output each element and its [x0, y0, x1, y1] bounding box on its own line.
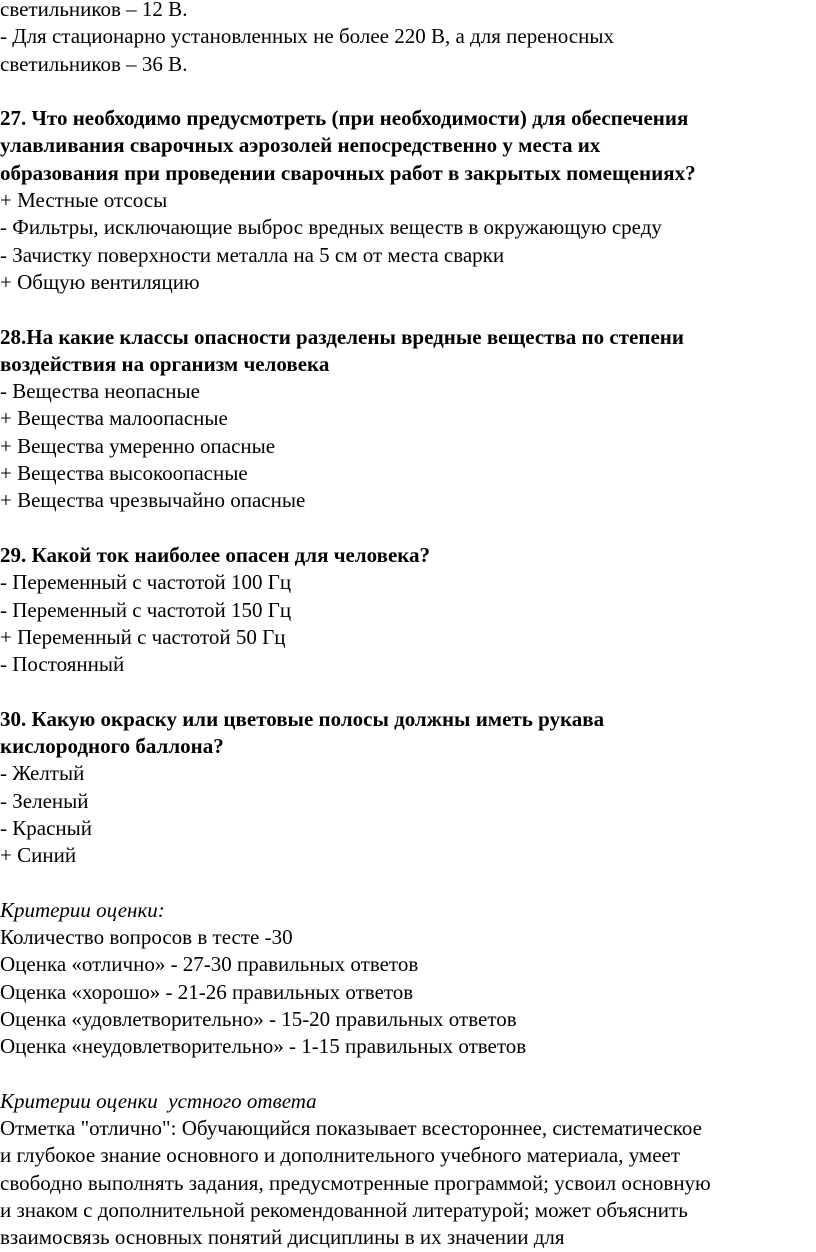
intro-line: светильников – 36 В. [0, 51, 188, 76]
criteria-line: Количество вопросов в тесте -30 [0, 925, 293, 950]
question-29 [0, 542, 812, 678]
answer-option: + Переменный с частотой 50 Гц [0, 624, 286, 649]
question-30 [0, 706, 812, 870]
test-criteria [0, 897, 812, 1061]
oral-criteria-line: и глубокое знание основного и дополнительного учебного материала, умеет [0, 1143, 681, 1168]
question-title: воздействия на организм человека [0, 351, 330, 376]
answer-option: - Переменный с частотой 100 Гц [0, 570, 292, 595]
answer-option: + Общую вентиляцию [0, 269, 200, 294]
intro-line: - Для стационарно установленных не более 220 В, а для переносных [0, 24, 614, 49]
question-27 [0, 105, 812, 296]
intro-line: светильников – 12 В. [0, 0, 188, 21]
answer-option: + Вещества умеренно опасные [0, 433, 276, 458]
answer-option: + Вещества чрезвычайно опасные [0, 488, 306, 513]
answer-option: - Переменный с частотой 150 Гц [0, 597, 292, 622]
answer-option: - Зачистку поверхности металла на 5 см от места сварки [0, 242, 505, 267]
question-title: 28.На какие классы опасности разделены вредные вещества по степени [0, 324, 684, 349]
oral-criteria-line: Отметка "отлично": Обучающийся показывает всестороннее, систематическое [0, 1116, 702, 1141]
question-title: кислородного баллона? [0, 734, 224, 759]
oral-criteria-line: взаимосвязь основных понятий дисциплины в их значении для [0, 1225, 565, 1250]
question-title: 27. Что необходимо предусмотреть (при необходимости) для обеспечения [0, 106, 689, 131]
answer-option: - Постоянный [0, 652, 125, 677]
answer-option: - Желтый [0, 761, 85, 786]
answer-option: - Зеленый [0, 788, 89, 813]
question-title: улавливания сварочных аэрозолей непосредственно у места их [0, 133, 601, 158]
oral-criteria-line: и знаком с дополнительной рекомендованной литературой; может объяснить [0, 1198, 688, 1223]
question-title: 30. Какую окраску или цветовые полосы должны иметь рукава [0, 706, 605, 731]
answer-option: - Фильтры, исключающие выброс вредных веществ в окружающую среду [0, 215, 662, 240]
answer-option: - Вещества неопасные [0, 379, 200, 404]
oral-criteria-heading: Критерии оценки устного ответа [0, 1088, 317, 1113]
answer-option: + Вещества высокоопасные [0, 461, 248, 486]
answer-option: + Синий [0, 843, 77, 868]
criteria-line: Оценка «отлично» - 27-30 правильных ответов [0, 952, 419, 977]
answer-option: + Вещества малоопасные [0, 406, 228, 431]
oral-criteria [0, 1088, 812, 1252]
paragraph-gap [0, 870, 812, 897]
answer-option: - Красный [0, 815, 92, 840]
paragraph-gap [0, 296, 812, 323]
paragraph-gap [0, 1061, 812, 1088]
paragraph-gap [0, 515, 812, 542]
intro-block [0, 0, 812, 78]
criteria-line: Оценка «удовлетворительно» - 15-20 правильных ответов [0, 1006, 517, 1031]
answer-option: + Местные отсосы [0, 188, 168, 213]
question-28 [0, 324, 812, 515]
criteria-line: Оценка «неудовлетворительно» - 1-15 правильных ответов [0, 1034, 527, 1059]
criteria-heading: Критерии оценки: [0, 897, 165, 922]
oral-criteria-line: свободно выполнять задания, предусмотренные программой; усвоил основную [0, 1170, 711, 1195]
criteria-line: Оценка «хорошо» - 21-26 правильных ответов [0, 979, 414, 1004]
paragraph-gap [0, 678, 812, 705]
question-title: образования при проведении сварочных работ в закрытых помещениях? [0, 160, 696, 185]
paragraph-gap [0, 78, 812, 105]
question-title: 29. Какой ток наиболее опасен для человека? [0, 542, 431, 567]
